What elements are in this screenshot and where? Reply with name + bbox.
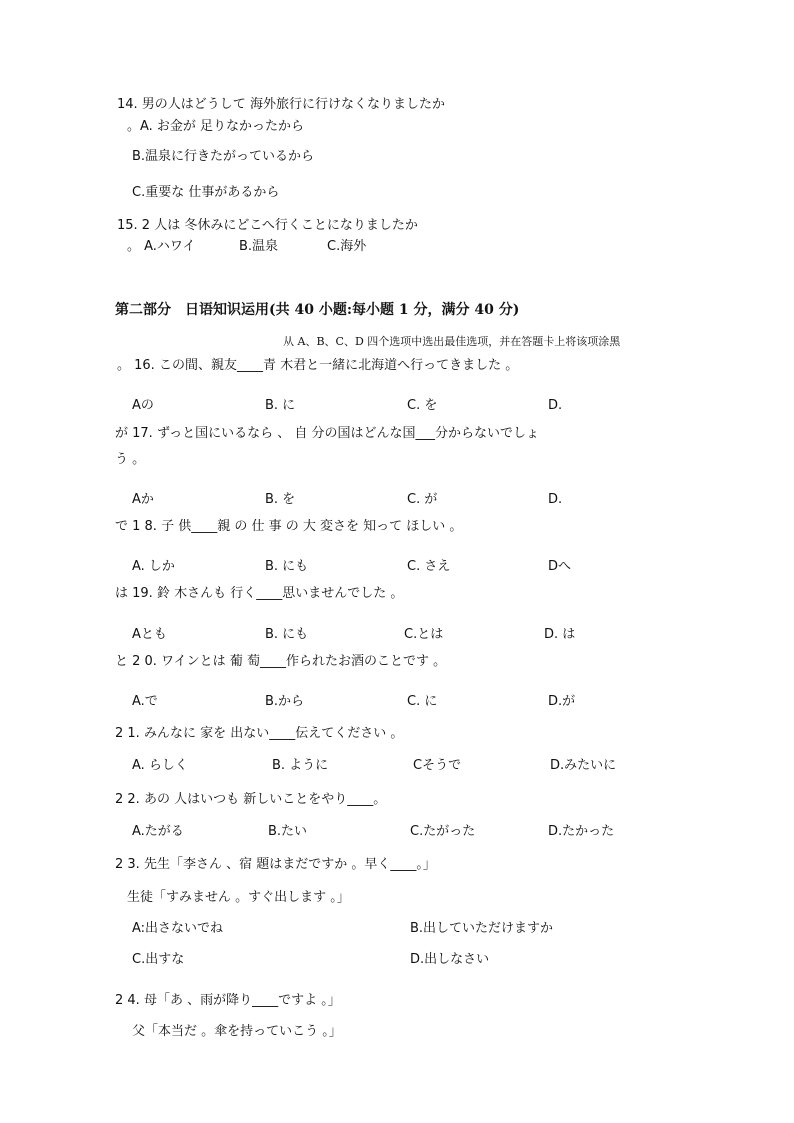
q17-question: が 17. ずっと国にいるなら 、 自 分の国はどんな国___分からないでしょ xyxy=(115,426,540,441)
q23-option-b: B.出していただけますか xyxy=(410,921,554,936)
q18-option-c: C. さえ xyxy=(407,559,451,574)
q15-option-b: B.温泉 xyxy=(239,239,279,254)
q19-option-d: D. は xyxy=(544,627,576,642)
q18-option-a: A. しか xyxy=(132,559,175,574)
section-instruction: 从 A、B、C、D 四个选项中选出最佳选项，并在答题卡上将该项涂黑 xyxy=(283,335,621,348)
q23-option-c: C.出すな xyxy=(132,952,185,967)
q19-option-a: Aとも xyxy=(132,627,167,642)
q19-option-b: B. にも xyxy=(265,627,309,642)
q17-question-cont: う 。 xyxy=(115,452,146,467)
q21-question: 2 1. みんなに 家を 出ない____伝えてください 。 xyxy=(115,726,404,741)
q17-option-a: Aか xyxy=(132,492,154,507)
q21-option-d: D.みたいに xyxy=(550,758,617,773)
q24-question: 2 4. 母「あ 、雨が降り____ですよ 。」 xyxy=(115,993,341,1008)
q22-option-a: A.たがる xyxy=(132,824,184,839)
q17-option-d: D. xyxy=(548,492,563,507)
q16-option-d: D. xyxy=(548,398,563,413)
q15-option-a: 。 A.ハワイ xyxy=(127,239,196,254)
q18-question: で 1 8. 子 供____親 の 仕 事 の 大 変さを 知って ほしい 。 xyxy=(115,519,463,534)
q15-option-c: C.海外 xyxy=(327,239,367,254)
q20-option-a: A.で xyxy=(132,694,158,709)
q19-option-c: C.とは xyxy=(404,627,444,642)
q22-option-c: C.たがった xyxy=(410,824,476,839)
q16-option-a: Aの xyxy=(132,398,154,413)
q16-option-c: C. を xyxy=(407,398,438,413)
q23-option-a: A:出さないでね xyxy=(132,921,224,936)
q17-option-b: B. を xyxy=(265,492,296,507)
q14-option-a: 。A. お金が 足りなかったから xyxy=(127,119,305,134)
q17-option-c: C. が xyxy=(407,492,438,507)
q21-option-c: Cそうで xyxy=(413,758,462,773)
q16-option-b: B. に xyxy=(265,398,296,413)
q15-question: 15. 2 人は 冬休みにどこへ行くことになりましたか xyxy=(117,218,418,233)
q23-line2: 生徒「すみません 。すぐ出します 。」 xyxy=(127,890,350,905)
q16-question: 。 16. この間、親友____青 木君と一緒に北海道へ行ってきました 。 xyxy=(117,358,519,373)
section-heading: 第二部分 日语知识运用(共 40 小题:每小题 1 分，满分 40 分) xyxy=(115,302,520,318)
q20-question: と 2 0. ワインとは 葡 萄____作られたお酒のことです 。 xyxy=(115,654,447,669)
q20-option-b: B.から xyxy=(265,694,305,709)
q23-question: 2 3. 先生「李さん 、宿 題はまだですか 。早く____。」 xyxy=(115,857,436,872)
q23-option-d: D.出しなさい xyxy=(410,952,490,967)
q22-option-d: D.たかった xyxy=(548,824,615,839)
q14-question: 14. 男の人はどうして 海外旅行に行けなくなりましたか xyxy=(117,97,445,112)
q20-option-d: D.が xyxy=(548,694,576,709)
q18-option-d: Dへ xyxy=(548,559,572,574)
q14-option-c: C.重要な 仕事があるから xyxy=(132,185,280,200)
q19-question: は 19. 鈴 木さんも 行く____思いませんでした 。 xyxy=(115,586,404,601)
q20-option-c: C. に xyxy=(407,694,438,709)
q18-option-b: B. にも xyxy=(265,559,309,574)
q21-option-b: B. ように xyxy=(272,758,329,773)
q22-question: 2 2. あの 人はいつも 新しいことをやり____。 xyxy=(115,792,387,807)
q22-option-b: B.たい xyxy=(268,824,308,839)
q14-option-b: B.温泉に行きたがっているから xyxy=(132,149,315,164)
q21-option-a: A. らしく xyxy=(132,758,188,773)
q24-line2: 父「本当だ 。傘を持っていこう 。」 xyxy=(132,1024,342,1039)
